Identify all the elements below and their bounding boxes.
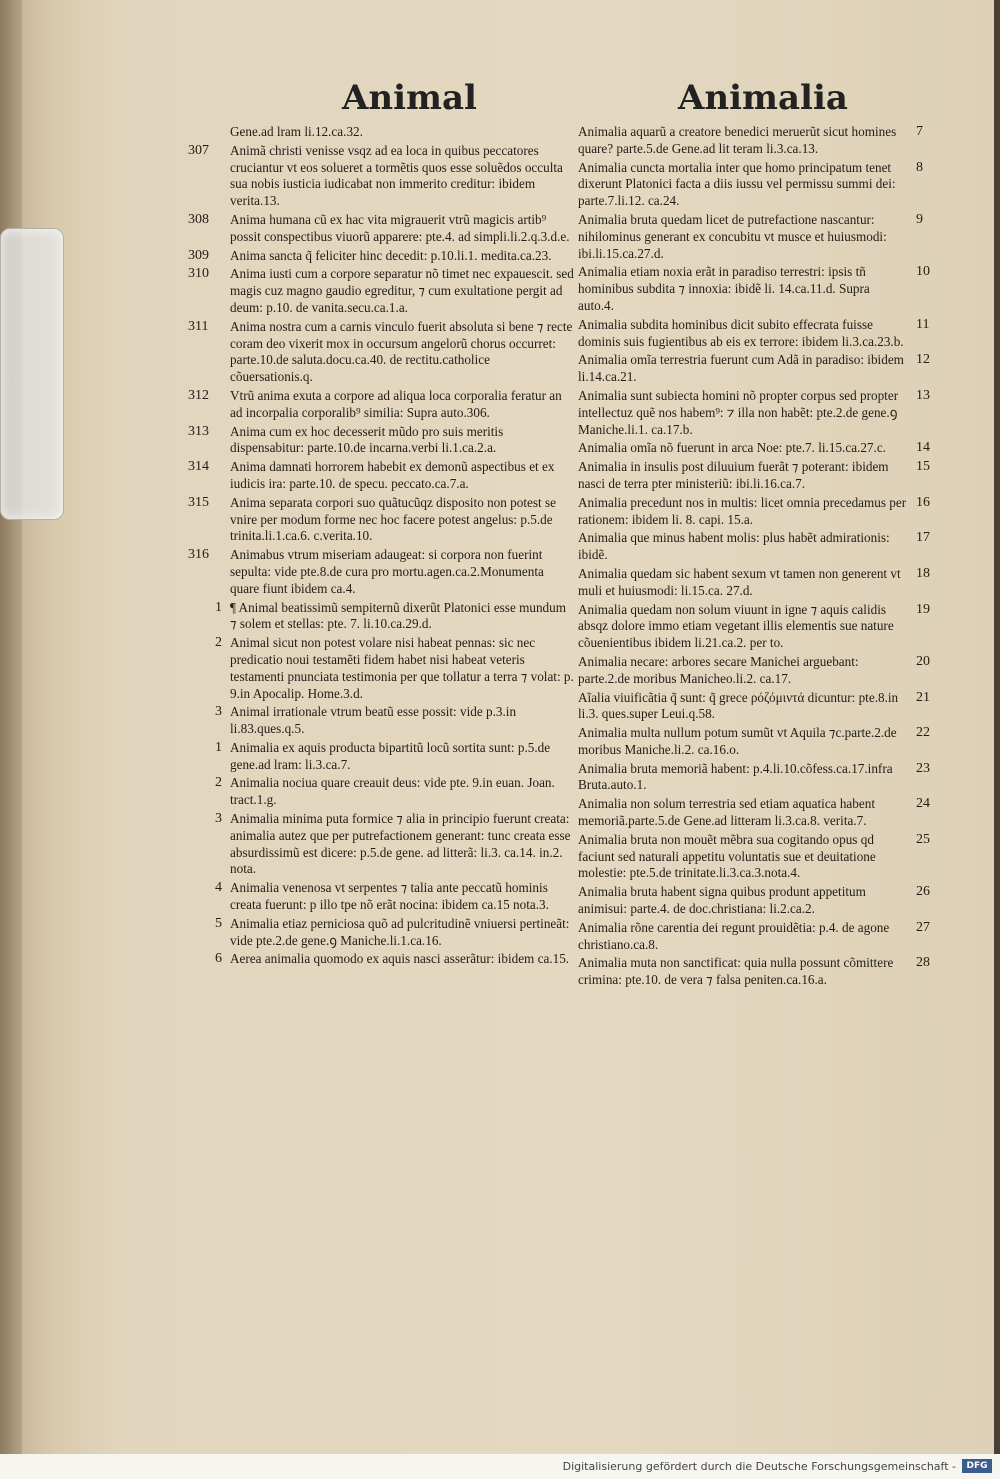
- index-entry: [188, 880, 574, 914]
- entry-number: 5: [215, 915, 222, 931]
- entry-text: Anima nostra cum a carnis vinculo fuerit absoluta si bene ⁊ recte coram deo vixerit mox in occursum angelorũ chorus occurret: parte.10.de saluta.docu.ca.40. de rectitu.catholice cõuersationis.q.: [230, 318, 573, 385]
- index-entry: [578, 761, 934, 795]
- entry-number: 2: [215, 775, 222, 791]
- entry-text: Animalia sunt subiecta homini nõ propter corpus sed propter intellectuz quẽ nos habem⁹: ⁊ illa non habẽt: pte.2.de gene.ꝯ Maniche.li.1. ca.17.b.: [578, 387, 899, 437]
- entry-number: 312: [188, 387, 209, 403]
- index-entry: [578, 530, 934, 564]
- entry-number: 15: [916, 459, 930, 475]
- entry-text: Animalia bruta non mouẽt mẽbra sua cogitando opus qd faciunt sed naturali appetitu voluntatis sue et deuitatione molestie: pte.5.de trinitate.li.3.ca.3.nota.4.: [578, 831, 876, 881]
- index-entry: [188, 916, 574, 950]
- index-entry: [188, 600, 574, 634]
- entry-number: 3: [215, 704, 222, 720]
- index-entry: [188, 248, 574, 265]
- index-entry: [188, 775, 574, 809]
- entry-text: Animalia bruta habent signa quibus produnt appetitum animisui: parte.4. de doc.christiana: li.2.ca.2.: [578, 884, 866, 917]
- index-entry: [578, 955, 934, 989]
- entry-text: Anima humana cũ ex hac vita migrauerit vtrũ magicis artib⁹ possit conspectibus viuorũ apparere: pte.4. ad simpli.li.2.q.3.d.e.: [230, 211, 570, 244]
- entry-text: Anima separata corpori suo quãtucũqz disposito non potest se vnire per modum forme nec hoc facere potest angelus: p.5.de trinita.li.1.ca.6. c.verita.10.: [230, 494, 556, 544]
- entry-number: 6: [215, 951, 222, 967]
- entry-number: 7: [916, 124, 923, 139]
- dfg-logo: DFG: [962, 1459, 992, 1473]
- entry-text: Anima cum ex hoc decesserit mũdo pro suis meritis dispensabitur: parte.10.de incarna.verbi li.1.ca.2.a.: [230, 423, 504, 456]
- entry-number: 27: [916, 919, 930, 935]
- entry-number: 8: [916, 159, 923, 175]
- entry-text: Animalia quedam sic habent sexum vt tamen non generent vt muli et huiusmodi: li.15.ca. 27.d.: [578, 565, 901, 598]
- index-entry: [188, 319, 574, 386]
- entry-text: Animalia omĩa nõ fuerunt in arca Noe: pte.7. li.15.ca.27.c.: [578, 440, 886, 456]
- entry-number: 20: [916, 653, 930, 669]
- entry-text: Aerea animalia quomodo ex aquis nasci asserãtur: ibidem ca.15.: [230, 951, 570, 967]
- index-entry: [578, 264, 934, 314]
- entry-text: Animalia subdita hominibus dicit subito effecrata fuisse dominis suis fugientibus ab eis ex terrore: ibidem li.3.ca.23.b.: [578, 316, 904, 349]
- entry-number: 26: [916, 884, 930, 900]
- entry-text: Animabus vtrum miseriam adaugeat: si corpora non fuerint sepulta: vide pte.8.de cura pro mortu.agen.ca.2.Monumenta quare fiunt ibidem ca.4.: [230, 547, 544, 596]
- entry-number: 1: [215, 599, 222, 615]
- entry-text: Animalia etiaz perniciosa quõ ad pulcritudinẽ vniuersi pertineãt: vide pte.2.de gene.ꝯ Maniche.li.1.ca.16.: [230, 915, 570, 948]
- entry-number: 11: [916, 316, 930, 332]
- entry-number: 4: [215, 880, 222, 896]
- index-entry: [578, 124, 934, 158]
- index-entry: [578, 352, 934, 386]
- entry-number: 309: [188, 247, 209, 263]
- index-entry: [188, 951, 574, 968]
- entry-number: 308: [188, 211, 209, 227]
- entry-text: Animalia que minus habent molis: plus habẽt admirationis: ibidẽ.: [578, 530, 890, 563]
- index-entry: [578, 690, 934, 724]
- header-right: Animalia: [678, 78, 848, 118]
- entry-text: Animalia precedunt nos in multis: licet omnia precedamus per rationem: ibidem li. 8. capi. 15.a.: [578, 494, 907, 527]
- entry-number: 316: [188, 547, 209, 563]
- entry-number: 14: [916, 440, 930, 456]
- index-entry: [188, 811, 574, 878]
- index-entry: [578, 566, 934, 600]
- entry-number: 13: [916, 387, 930, 403]
- index-entry: [578, 440, 934, 457]
- entry-number: 22: [916, 725, 930, 741]
- entry-text: Anima sancta q̃ feliciter hinc decedit: p.10.li.1. medita.ca.23.: [230, 247, 552, 263]
- page-clip: [0, 228, 64, 520]
- entry-number: 311: [188, 318, 209, 334]
- entry-text: Animalia aquarũ a creatore benedici meruerũt sicut homines quare? parte.5.de Gene.ad lit teram li.3.ca.13.: [578, 124, 897, 156]
- entry-text: Gene.ad lram li.12.ca.32.: [230, 124, 363, 139]
- entry-text: Vtrũ anima exuta a corpore ad aliqua loca corporalia feratur an ad incorpalia corporalib⁹ similia: Supra auto.306.: [230, 387, 562, 420]
- entry-text: Animalia bruta quedam licet de putrefactione nascantur: nihilominus generant ex concubitu vt musce et huiusmodi: ibi.li.15.ca.27.d.: [578, 211, 887, 261]
- footer: [0, 1454, 1000, 1479]
- entry-number: 310: [188, 266, 209, 282]
- index-entry: [578, 459, 934, 493]
- index-entry: [578, 832, 934, 882]
- entry-number: 16: [916, 494, 930, 510]
- entry-text: Animal irrationale vtrum beatũ esse possit: vide p.3.in li.83.ques.q.5.: [230, 704, 517, 737]
- entry-number: 28: [916, 955, 930, 971]
- entry-number: 19: [916, 601, 930, 617]
- entry-number: 25: [916, 831, 930, 847]
- entry-number: 314: [188, 459, 209, 475]
- entry-number: 307: [188, 142, 209, 158]
- entry-text: Animã christi venisse vsqz ad ea loca in quibus peccatores cruciantur vt eos solueret a tormẽtis quos esse soluẽdos occulta sua nobis iusticia iudicabat non immerito creditur: ibidem verita.13.: [230, 142, 563, 209]
- index-entry: [578, 602, 934, 652]
- entry-text: Animalia cuncta mortalia inter que homo principatum tenet dixerunt Platonici facta a diis iussu vel permissu summi dei: parte.7.li.12. ca.24.: [578, 159, 896, 209]
- entry-number: 1: [215, 739, 222, 755]
- left-column: [188, 124, 574, 970]
- entry-number: 18: [916, 565, 930, 581]
- entry-text: Animalia omĩa terrestria fuerunt cum Adã in paradiso: ibidem li.14.ca.21.: [578, 352, 904, 385]
- entry-text: Animalia venenosa vt serpentes ⁊ talia ante peccatũ hominis creata fuerunt: p illo tpe nõ erãt nocina: ibidem ca.15 nota.3.: [230, 880, 549, 913]
- entry-number: 9: [916, 211, 923, 227]
- index-entry: [578, 920, 934, 954]
- index-entry: [188, 459, 574, 493]
- book-spine: [0, 0, 22, 1454]
- entry-text: Animalia minima puta formice ⁊ alia in principio fuerunt creata: animalia autez que per putrefactionem generant: tunc creata esse absurdissimũ est dicere: p.5.de gene. ad litterã: li.3. ca.14. in.2. nota.: [230, 811, 571, 877]
- index-entry: [578, 495, 934, 529]
- entry-text: Animalia rõne carentia dei regunt prouidẽtia: p.4. de agone christiano.ca.8.: [578, 919, 890, 952]
- footer-text: Digitalisierung gefördert durch die Deutsche Forschungsgemeinschaft -: [562, 1460, 956, 1473]
- entry-text: ¶ Animal beatissimũ sempiternũ dixerũt Platonici esse mundum ⁊ solem et stellas: pte. 7. li.10.ca.29.d.: [230, 599, 566, 632]
- entry-text: Animalia non solum terrestria sed etiam aquatica habent memoriã.parte.5.de Gene.ad litteram li.3.ca.8. verita.7.: [578, 796, 875, 829]
- entry-text: Animalia quedam non solum viuunt in igne ⁊ aquis calidis absqz dolore immo etiam vegetant illis elementis sue nature cõuenientibus ibidem li.21.ca.2. per to.: [578, 601, 894, 651]
- index-entry: [188, 635, 574, 702]
- entry-number: 313: [188, 423, 209, 439]
- index-entry: [188, 547, 574, 597]
- index-entry: [578, 317, 934, 351]
- entry-text: Aĩalia viuificãtia q̃ sunt: q̃ grece ρόζόμιντά dicuntur: pte.8.in li.3. ques.super Leui.q.58.: [578, 689, 899, 722]
- index-entry: [188, 266, 574, 316]
- entry-text: Animalia muta non sanctificat: quia nulla possunt cõmittere crimina: pte.10. de vera ⁊ falsa peniten.ca.16.a.: [578, 955, 894, 988]
- index-entry: [578, 160, 934, 210]
- entry-number: 23: [916, 760, 930, 776]
- index-entry: [188, 740, 574, 774]
- index-entry: [188, 143, 574, 210]
- index-entry: [578, 796, 934, 830]
- entry-number: 10: [916, 264, 930, 280]
- index-entry: [578, 212, 934, 262]
- entry-text: Animalia bruta memoriã habent: p.4.li.10.cõfess.ca.17.infra Bruta.auto.1.: [578, 760, 893, 793]
- entry-text: Anima damnati horrorem habebit ex demonũ aspectibus et ex iudicis ira: parte.10. de specu. peccato.ca.7.a.: [230, 459, 555, 491]
- index-entry: [188, 388, 574, 422]
- entry-number: 17: [916, 530, 930, 546]
- entry-number: 12: [916, 352, 930, 368]
- index-entry: [188, 424, 574, 458]
- index-entry: [188, 495, 574, 545]
- entry-text: Animalia in insulis post diluuium fuerãt ⁊ poterant: ibidem nasci de terra pter ministeriũ: ibi.li.16.ca.7.: [578, 459, 889, 491]
- index-entry: [578, 388, 934, 438]
- entry-text: Anima iusti cum a corpore separatur nõ timet nec expauescit. sed magis cuz magno gaudio egreditur, ⁊ cum exultatione pergit ad deum: p.10. de vanita.secu.ca.1.a.: [230, 266, 574, 315]
- entry-text: Animalia etiam noxia erãt in paradiso terrestri: ipsis tñ hominibus subdita ⁊ innoxia: ibidẽ li. 14.ca.11.d. Supra auto.4.: [578, 264, 870, 313]
- page-edge: [994, 0, 1000, 1454]
- entry-number: 3: [215, 811, 222, 827]
- header-left: Animal: [342, 78, 477, 118]
- entry-number: 2: [215, 635, 222, 651]
- index-entry: [578, 725, 934, 759]
- entry-number: 315: [188, 494, 209, 510]
- entry-text: Animal sicut non potest volare nisi habeat pennas: sic nec predicatio noui testamẽti fidem habet nisi habeat veteris testamenti pnunciata testimonia per que tollatur a terra ⁊ volat: p. 9.in Apocalip. Home.3.d.: [230, 635, 574, 701]
- index-entry: [578, 884, 934, 918]
- index-entry: [188, 124, 574, 141]
- entry-text: Animalia necare: arbores secare Manichei arguebant: parte.2.de moribus Manicheo.li.2. ca.17.: [578, 653, 859, 686]
- right-column: [578, 124, 934, 991]
- entry-text: Animalia nociua quare creauit deus: vide pte. 9.in euan. Joan. tract.1.g.: [230, 775, 555, 808]
- entry-number: 24: [916, 796, 930, 812]
- index-entry: [188, 704, 574, 738]
- index-entry: [188, 212, 574, 246]
- entry-text: Animalia multa nullum potum sumũt vt Aquila ⁊c.parte.2.de moribus Maniche.li.2. ca.16.o.: [578, 725, 897, 757]
- index-entry: [578, 654, 934, 688]
- entry-number: 21: [916, 689, 930, 705]
- entry-text: Animalia ex aquis producta bipartitũ locũ sortita sunt: p.5.de gene.ad lram: li.3.ca.7.: [230, 739, 551, 772]
